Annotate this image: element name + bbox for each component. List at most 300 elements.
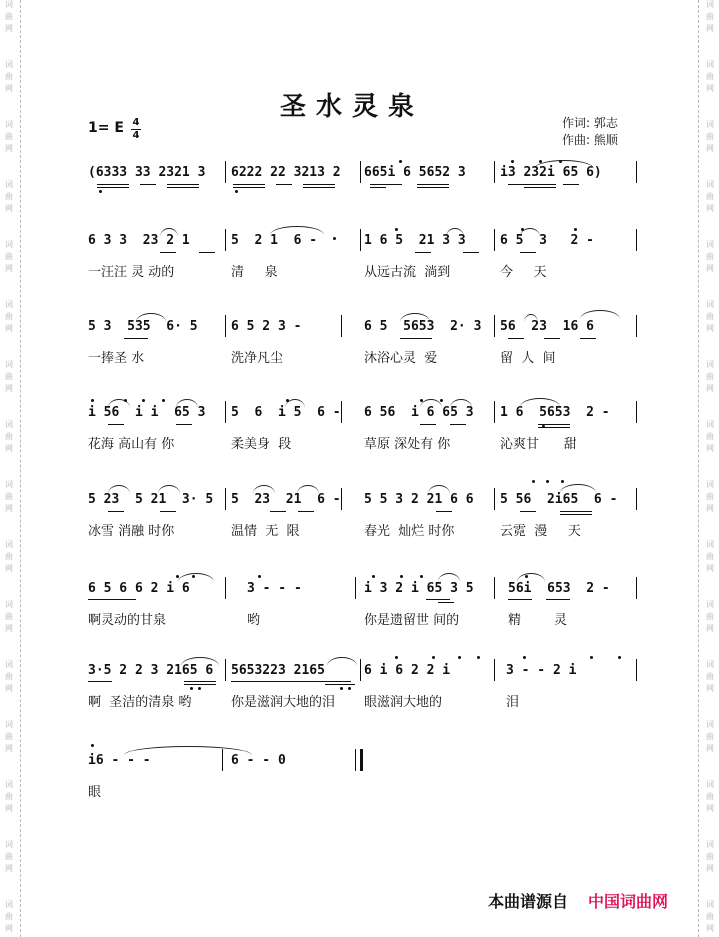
watermark-char: 网 xyxy=(706,144,714,153)
beam-underline xyxy=(450,424,466,425)
lyric-segment: 啊灵动的甘泉 xyxy=(88,613,167,628)
beam-underline xyxy=(160,511,176,512)
watermark-char: 网 xyxy=(706,264,714,273)
watermark-char: 曲 xyxy=(706,12,714,21)
watermark-char: 曲 xyxy=(706,552,714,561)
bar-line xyxy=(225,229,226,251)
slur xyxy=(524,314,538,323)
bar-line xyxy=(494,401,495,423)
watermark-char: 曲 xyxy=(5,852,13,861)
watermark-char: 曲 xyxy=(5,72,13,81)
beam-underline xyxy=(524,184,556,185)
watermark-char: 词 xyxy=(5,300,13,309)
slur xyxy=(270,226,324,235)
watermark-char: 曲 xyxy=(706,372,714,381)
watermark-char: 词 xyxy=(706,0,714,9)
beam-underline xyxy=(233,187,265,188)
octave-dot xyxy=(559,160,562,163)
lyric-segment: 云霓 漫 天 xyxy=(500,524,581,539)
octave-dot xyxy=(235,190,238,193)
measure-notes: 56 23 16 6 xyxy=(500,319,594,334)
lyric-segment: 一汪汪 灵 动的 xyxy=(88,265,175,280)
watermark-char: 词 xyxy=(706,360,714,369)
watermark-char: 词 xyxy=(5,120,13,129)
octave-dot xyxy=(124,399,127,402)
beam-underline xyxy=(199,252,215,253)
watermark-char: 曲 xyxy=(5,12,13,21)
octave-dot xyxy=(348,687,351,690)
octave-dot xyxy=(198,687,201,690)
watermark-char: 词 xyxy=(706,780,714,789)
measure-notes: i 56 i i 65 3 xyxy=(88,405,206,420)
lyric-segment: 从远古流 淌到 xyxy=(364,265,451,280)
watermark-char: 曲 xyxy=(5,432,13,441)
watermark-char: 曲 xyxy=(706,792,714,801)
watermark-char: 词 xyxy=(5,720,13,729)
watermark-char: 词 xyxy=(5,900,13,909)
octave-dot xyxy=(190,687,193,690)
octave-dot xyxy=(395,656,398,659)
bar-line xyxy=(636,229,637,251)
watermark-char: 词 xyxy=(5,60,13,69)
lyric-segment: 洗净凡尘 xyxy=(231,351,284,366)
watermark-char: 词 xyxy=(706,480,714,489)
beam-underline xyxy=(436,511,452,512)
watermark-char: 网 xyxy=(5,144,13,153)
watermark-char: 词 xyxy=(5,420,13,429)
octave-dot xyxy=(258,575,261,578)
octave-dot xyxy=(539,160,542,163)
beam-underline xyxy=(417,187,449,188)
measure-notes: 6 5 5653 2· 3 xyxy=(364,319,482,334)
watermark-char: 曲 xyxy=(706,732,714,741)
lyric-segment: 一捧圣 水 xyxy=(88,351,145,366)
slur xyxy=(297,485,319,494)
beam-underline xyxy=(420,424,436,425)
beam-underline xyxy=(508,184,524,185)
slur xyxy=(560,484,596,493)
watermark-char: 曲 xyxy=(706,312,714,321)
watermark-char: 词 xyxy=(706,720,714,729)
watermark-char: 曲 xyxy=(706,72,714,81)
watermark-char: 网 xyxy=(5,24,13,33)
bar-line xyxy=(636,577,637,599)
lyricist-credit: 作词: 郭志 xyxy=(562,116,618,130)
bar-line xyxy=(636,401,637,423)
octave-dot xyxy=(458,656,461,659)
watermark-char: 曲 xyxy=(706,192,714,201)
octave-dot xyxy=(91,399,94,402)
slur xyxy=(176,399,198,408)
measure-notes: 6 i 6 2 2 i xyxy=(364,663,451,678)
time-bottom: 4 xyxy=(132,130,140,141)
watermark-char: 词 xyxy=(706,840,714,849)
bar-line xyxy=(225,315,226,337)
slur xyxy=(580,310,620,319)
octave-dot xyxy=(162,399,165,402)
beam-underline xyxy=(426,599,450,600)
octave-dot xyxy=(176,575,179,578)
bar-line xyxy=(225,401,226,423)
watermark-char: 网 xyxy=(5,564,13,573)
watermark-char: 网 xyxy=(706,744,714,753)
beam-underline xyxy=(303,187,335,188)
octave-dot xyxy=(574,228,577,231)
beam-underline xyxy=(560,511,592,512)
watermark-char: 词 xyxy=(706,300,714,309)
beam-underline xyxy=(97,184,129,185)
octave-dot xyxy=(286,399,289,402)
bar-line xyxy=(360,659,361,681)
measure-notes: 6 - - 0 xyxy=(231,753,286,768)
measure-notes: 5 6 i 5 6 - xyxy=(231,405,341,420)
watermark-char: 词 xyxy=(706,540,714,549)
beam-underline xyxy=(415,252,431,253)
bar-line xyxy=(494,577,495,599)
beam-underline xyxy=(563,184,579,185)
watermark-char: 曲 xyxy=(706,852,714,861)
slur xyxy=(517,573,545,582)
watermark-char: 网 xyxy=(5,684,13,693)
watermark-char: 词 xyxy=(5,840,13,849)
beam-underline xyxy=(184,681,216,682)
composer-credit: 作曲: 熊顺 xyxy=(562,133,618,147)
bar-line xyxy=(636,161,637,183)
slur xyxy=(181,657,219,666)
measure-notes: 5653223 2165 xyxy=(231,663,325,678)
beam-underline xyxy=(97,187,129,188)
lyric-segment: 沐浴心灵 爱 xyxy=(364,351,438,366)
source-credit xyxy=(488,889,668,912)
slur xyxy=(136,313,166,322)
watermark-char: 曲 xyxy=(5,612,13,621)
beam-underline xyxy=(160,252,176,253)
final-bar-thin xyxy=(355,749,356,771)
lyric-segment: 哟 xyxy=(247,613,261,628)
bar-line xyxy=(360,229,361,251)
watermark-char: 网 xyxy=(706,864,714,873)
measure-notes: 5 23 21 6 - xyxy=(231,492,341,507)
bar-line xyxy=(225,161,226,183)
key-signature: 1= E xyxy=(88,120,124,136)
lyric-segment: 今 天 xyxy=(500,265,547,280)
beam-underline xyxy=(176,424,192,425)
bar-line xyxy=(494,229,495,251)
watermark-char: 网 xyxy=(5,924,13,933)
beam-underline xyxy=(108,424,124,425)
lyric-segment: 柔美身 段 xyxy=(231,437,292,452)
measure-notes: i3 232i 65 6) xyxy=(500,165,602,180)
watermark-char: 词 xyxy=(5,480,13,489)
slur xyxy=(160,228,178,237)
lyric-segment: 清 泉 xyxy=(231,265,278,280)
watermark-char: 曲 xyxy=(706,252,714,261)
watermark-char: 网 xyxy=(706,204,714,213)
watermark-char: 网 xyxy=(5,384,13,393)
watermark-char: 网 xyxy=(5,744,13,753)
bar-line xyxy=(494,659,495,681)
watermark-char: 曲 xyxy=(5,732,13,741)
octave-dot xyxy=(590,656,593,659)
octave-dot xyxy=(523,656,526,659)
watermark-char: 词 xyxy=(5,600,13,609)
slur xyxy=(520,398,560,407)
watermark-char: 网 xyxy=(706,384,714,393)
beam-underline xyxy=(417,184,449,185)
measure-notes: 3 - - - xyxy=(247,581,302,596)
measure-notes: 665i 6 5652 3 xyxy=(364,165,466,180)
octave-dot xyxy=(511,160,514,163)
watermark-char: 网 xyxy=(5,324,13,333)
beam-underline xyxy=(88,599,136,600)
beam-underline xyxy=(438,602,454,603)
watermark-char: 网 xyxy=(706,444,714,453)
watermark-char: 词 xyxy=(5,540,13,549)
lyric-segment: 眼滋润大地的 xyxy=(364,695,443,710)
slur xyxy=(428,485,450,494)
bar-line xyxy=(494,161,495,183)
final-bar-thick xyxy=(360,749,363,771)
octave-dot xyxy=(525,575,528,578)
beam-underline xyxy=(298,511,314,512)
octave-dot xyxy=(399,160,402,163)
measure-notes: 3·5 2 2 3 2165 6 xyxy=(88,663,214,678)
beam-underline xyxy=(108,511,124,512)
watermark-char: 曲 xyxy=(5,312,13,321)
octave-dot xyxy=(521,228,524,231)
beam-underline xyxy=(546,599,570,600)
beam-underline xyxy=(580,338,596,339)
watermark-char: 网 xyxy=(5,804,13,813)
measure-notes: 5 2 1 6 - xyxy=(231,233,318,248)
octave-dot xyxy=(432,656,435,659)
watermark-char: 曲 xyxy=(706,672,714,681)
lyric-segment: 你是滋润大地的泪 xyxy=(231,695,336,710)
measure-notes: 3 - - 2 i xyxy=(506,663,577,678)
slur xyxy=(400,313,430,322)
lyric-segment: 冰雪 消融 时你 xyxy=(88,524,175,539)
measure-notes: i 3 2 i 65 3 5 xyxy=(364,581,474,596)
measure-notes: 56i 653 2 - xyxy=(508,581,610,596)
watermark-char: 曲 xyxy=(5,252,13,261)
lyric-segment: 留 人 间 xyxy=(500,351,556,366)
octave-dot xyxy=(400,575,403,578)
beam-underline xyxy=(276,184,292,185)
time-signature xyxy=(131,118,141,141)
watermark-char: 词 xyxy=(5,180,13,189)
beam-underline xyxy=(463,252,479,253)
octave-dot xyxy=(542,425,545,428)
measure-notes: 5 56 2i65 6 - xyxy=(500,492,618,507)
watermark-char: 网 xyxy=(706,564,714,573)
beam-underline xyxy=(167,187,199,188)
watermark-char: 网 xyxy=(706,24,714,33)
watermark-char: 词 xyxy=(706,120,714,129)
beam-underline xyxy=(508,338,524,339)
bar-line xyxy=(225,659,226,681)
bar-line xyxy=(225,488,226,510)
slur xyxy=(178,573,214,582)
watermark-char: 词 xyxy=(706,180,714,189)
measure-notes: 6 5 6 6 2 i 6 xyxy=(88,581,190,596)
lyric-segment: 啊 圣洁的清泉 哟 xyxy=(88,695,192,710)
bar-line xyxy=(341,315,342,337)
watermark-char: 词 xyxy=(5,780,13,789)
beam-underline xyxy=(400,338,432,339)
lyric-segment: 春光 灿烂 时你 xyxy=(364,524,455,539)
measure-notes: (6333 33 2321 3 xyxy=(88,165,206,180)
bar-line xyxy=(494,488,495,510)
beam-underline xyxy=(231,681,351,682)
measure-notes: i6 - - - xyxy=(88,753,151,768)
octave-dot xyxy=(618,656,621,659)
slur xyxy=(534,160,594,169)
watermark-char: 网 xyxy=(706,804,714,813)
watermark-char: 词 xyxy=(706,60,714,69)
measure-notes: 6 3 3 23 2 1 xyxy=(88,233,190,248)
beam-underline xyxy=(544,338,560,339)
watermark-char: 曲 xyxy=(5,192,13,201)
beam-underline xyxy=(270,511,286,512)
watermark-char: 词 xyxy=(706,420,714,429)
bar-line xyxy=(494,315,495,337)
watermark-char: 曲 xyxy=(706,912,714,921)
slur xyxy=(446,228,464,237)
watermark-char: 网 xyxy=(706,324,714,333)
beam-underline xyxy=(303,184,335,185)
beam-underline xyxy=(140,184,156,185)
measure-notes: 5 3 535 6· 5 xyxy=(88,319,198,334)
bar-line xyxy=(636,315,637,337)
octave-dot xyxy=(546,480,549,483)
beam-underline xyxy=(370,187,386,188)
octave-dot xyxy=(561,480,564,483)
bar-line xyxy=(636,659,637,681)
watermark-char: 曲 xyxy=(706,612,714,621)
octave-dot xyxy=(91,744,94,747)
watermark-char: 曲 xyxy=(706,132,714,141)
slur xyxy=(327,657,357,666)
slur xyxy=(158,485,180,494)
beam-underline xyxy=(184,684,216,685)
lyric-segment: 你是遗留世 间的 xyxy=(364,613,460,628)
time-top: 4 xyxy=(132,117,140,128)
watermark-char: 曲 xyxy=(5,372,13,381)
octave-dot xyxy=(395,228,398,231)
slur xyxy=(253,485,275,494)
octave-dot xyxy=(99,190,102,193)
beam-underline xyxy=(167,184,199,185)
slur xyxy=(108,485,130,494)
watermark-char: 词 xyxy=(706,600,714,609)
beam-underline xyxy=(370,184,402,185)
beam-underline xyxy=(233,184,265,185)
octave-dot xyxy=(477,656,480,659)
watermark-char: 曲 xyxy=(5,552,13,561)
beam-underline xyxy=(520,252,536,253)
watermark-char: 网 xyxy=(706,504,714,513)
bar-line xyxy=(636,488,637,510)
measure-notes: 6222 22 3213 2 xyxy=(231,165,341,180)
measure-notes: 6 5 2 3 - xyxy=(231,319,302,334)
watermark-char: 网 xyxy=(5,84,13,93)
bar-line xyxy=(341,401,342,423)
right-dashed-border xyxy=(698,0,699,937)
beam-underline xyxy=(560,514,592,515)
measure-notes: 6 5 3 2 - xyxy=(500,233,594,248)
octave-dot xyxy=(340,687,343,690)
watermark-char: 曲 xyxy=(5,912,13,921)
watermark-char: 曲 xyxy=(5,492,13,501)
octave-dot xyxy=(532,480,535,483)
watermark-char: 网 xyxy=(706,624,714,633)
bar-line xyxy=(355,577,356,599)
slur xyxy=(124,746,252,755)
lyric-segment: 泪 xyxy=(506,695,520,710)
watermark-char: 曲 xyxy=(706,492,714,501)
left-dashed-border xyxy=(20,0,21,937)
octave-dot xyxy=(142,399,145,402)
watermark-char: 词 xyxy=(706,900,714,909)
watermark-char: 词 xyxy=(5,240,13,249)
bar-line xyxy=(360,161,361,183)
beam-underline xyxy=(88,681,112,682)
octave-dot xyxy=(440,399,443,402)
watermark-char: 词 xyxy=(706,240,714,249)
beam-underline xyxy=(520,511,536,512)
watermark-char: 网 xyxy=(5,504,13,513)
measure-notes: 6 56 i 6 65 3 xyxy=(364,405,474,420)
watermark-char: 词 xyxy=(5,0,13,9)
octave-dot xyxy=(192,575,195,578)
beam-underline xyxy=(124,338,148,339)
measure-notes: 1 6 5 21 3 3 xyxy=(364,233,466,248)
source-site-name: 中国词曲网 xyxy=(588,892,669,911)
slur xyxy=(438,573,460,582)
watermark-char: 网 xyxy=(5,444,13,453)
lyric-segment: 眼 xyxy=(88,785,102,800)
watermark-char: 网 xyxy=(5,864,13,873)
source-label: 本曲谱源自 xyxy=(488,892,569,911)
slur xyxy=(420,399,442,408)
octave-dot xyxy=(333,237,336,240)
bar-line xyxy=(225,577,226,599)
watermark-char: 网 xyxy=(706,84,714,93)
octave-dot xyxy=(420,399,423,402)
lyric-segment: 精 灵 xyxy=(508,613,568,628)
octave-dot xyxy=(420,575,423,578)
measure-notes: 1 6 5653 2 - xyxy=(500,405,610,420)
beam-underline xyxy=(508,599,532,600)
watermark-char: 网 xyxy=(706,684,714,693)
watermark-char: 词 xyxy=(5,360,13,369)
watermark-char: 曲 xyxy=(5,132,13,141)
watermark-char: 曲 xyxy=(5,672,13,681)
watermark-char: 网 xyxy=(5,204,13,213)
watermark-char: 网 xyxy=(706,924,714,933)
lyric-segment: 草原 深处有 你 xyxy=(364,437,451,452)
watermark-char: 词 xyxy=(5,660,13,669)
bar-line xyxy=(341,488,342,510)
measure-notes: 5 23 5 21 3· 5 xyxy=(88,492,214,507)
song-title: 圣水灵泉 xyxy=(280,92,425,122)
watermark-char: 网 xyxy=(5,624,13,633)
watermark-char: 词 xyxy=(706,660,714,669)
measure-notes: 5 5 3 2 21 6 6 xyxy=(364,492,474,507)
watermark-char: 曲 xyxy=(5,792,13,801)
beam-underline xyxy=(325,684,355,685)
beam-underline xyxy=(524,187,556,188)
